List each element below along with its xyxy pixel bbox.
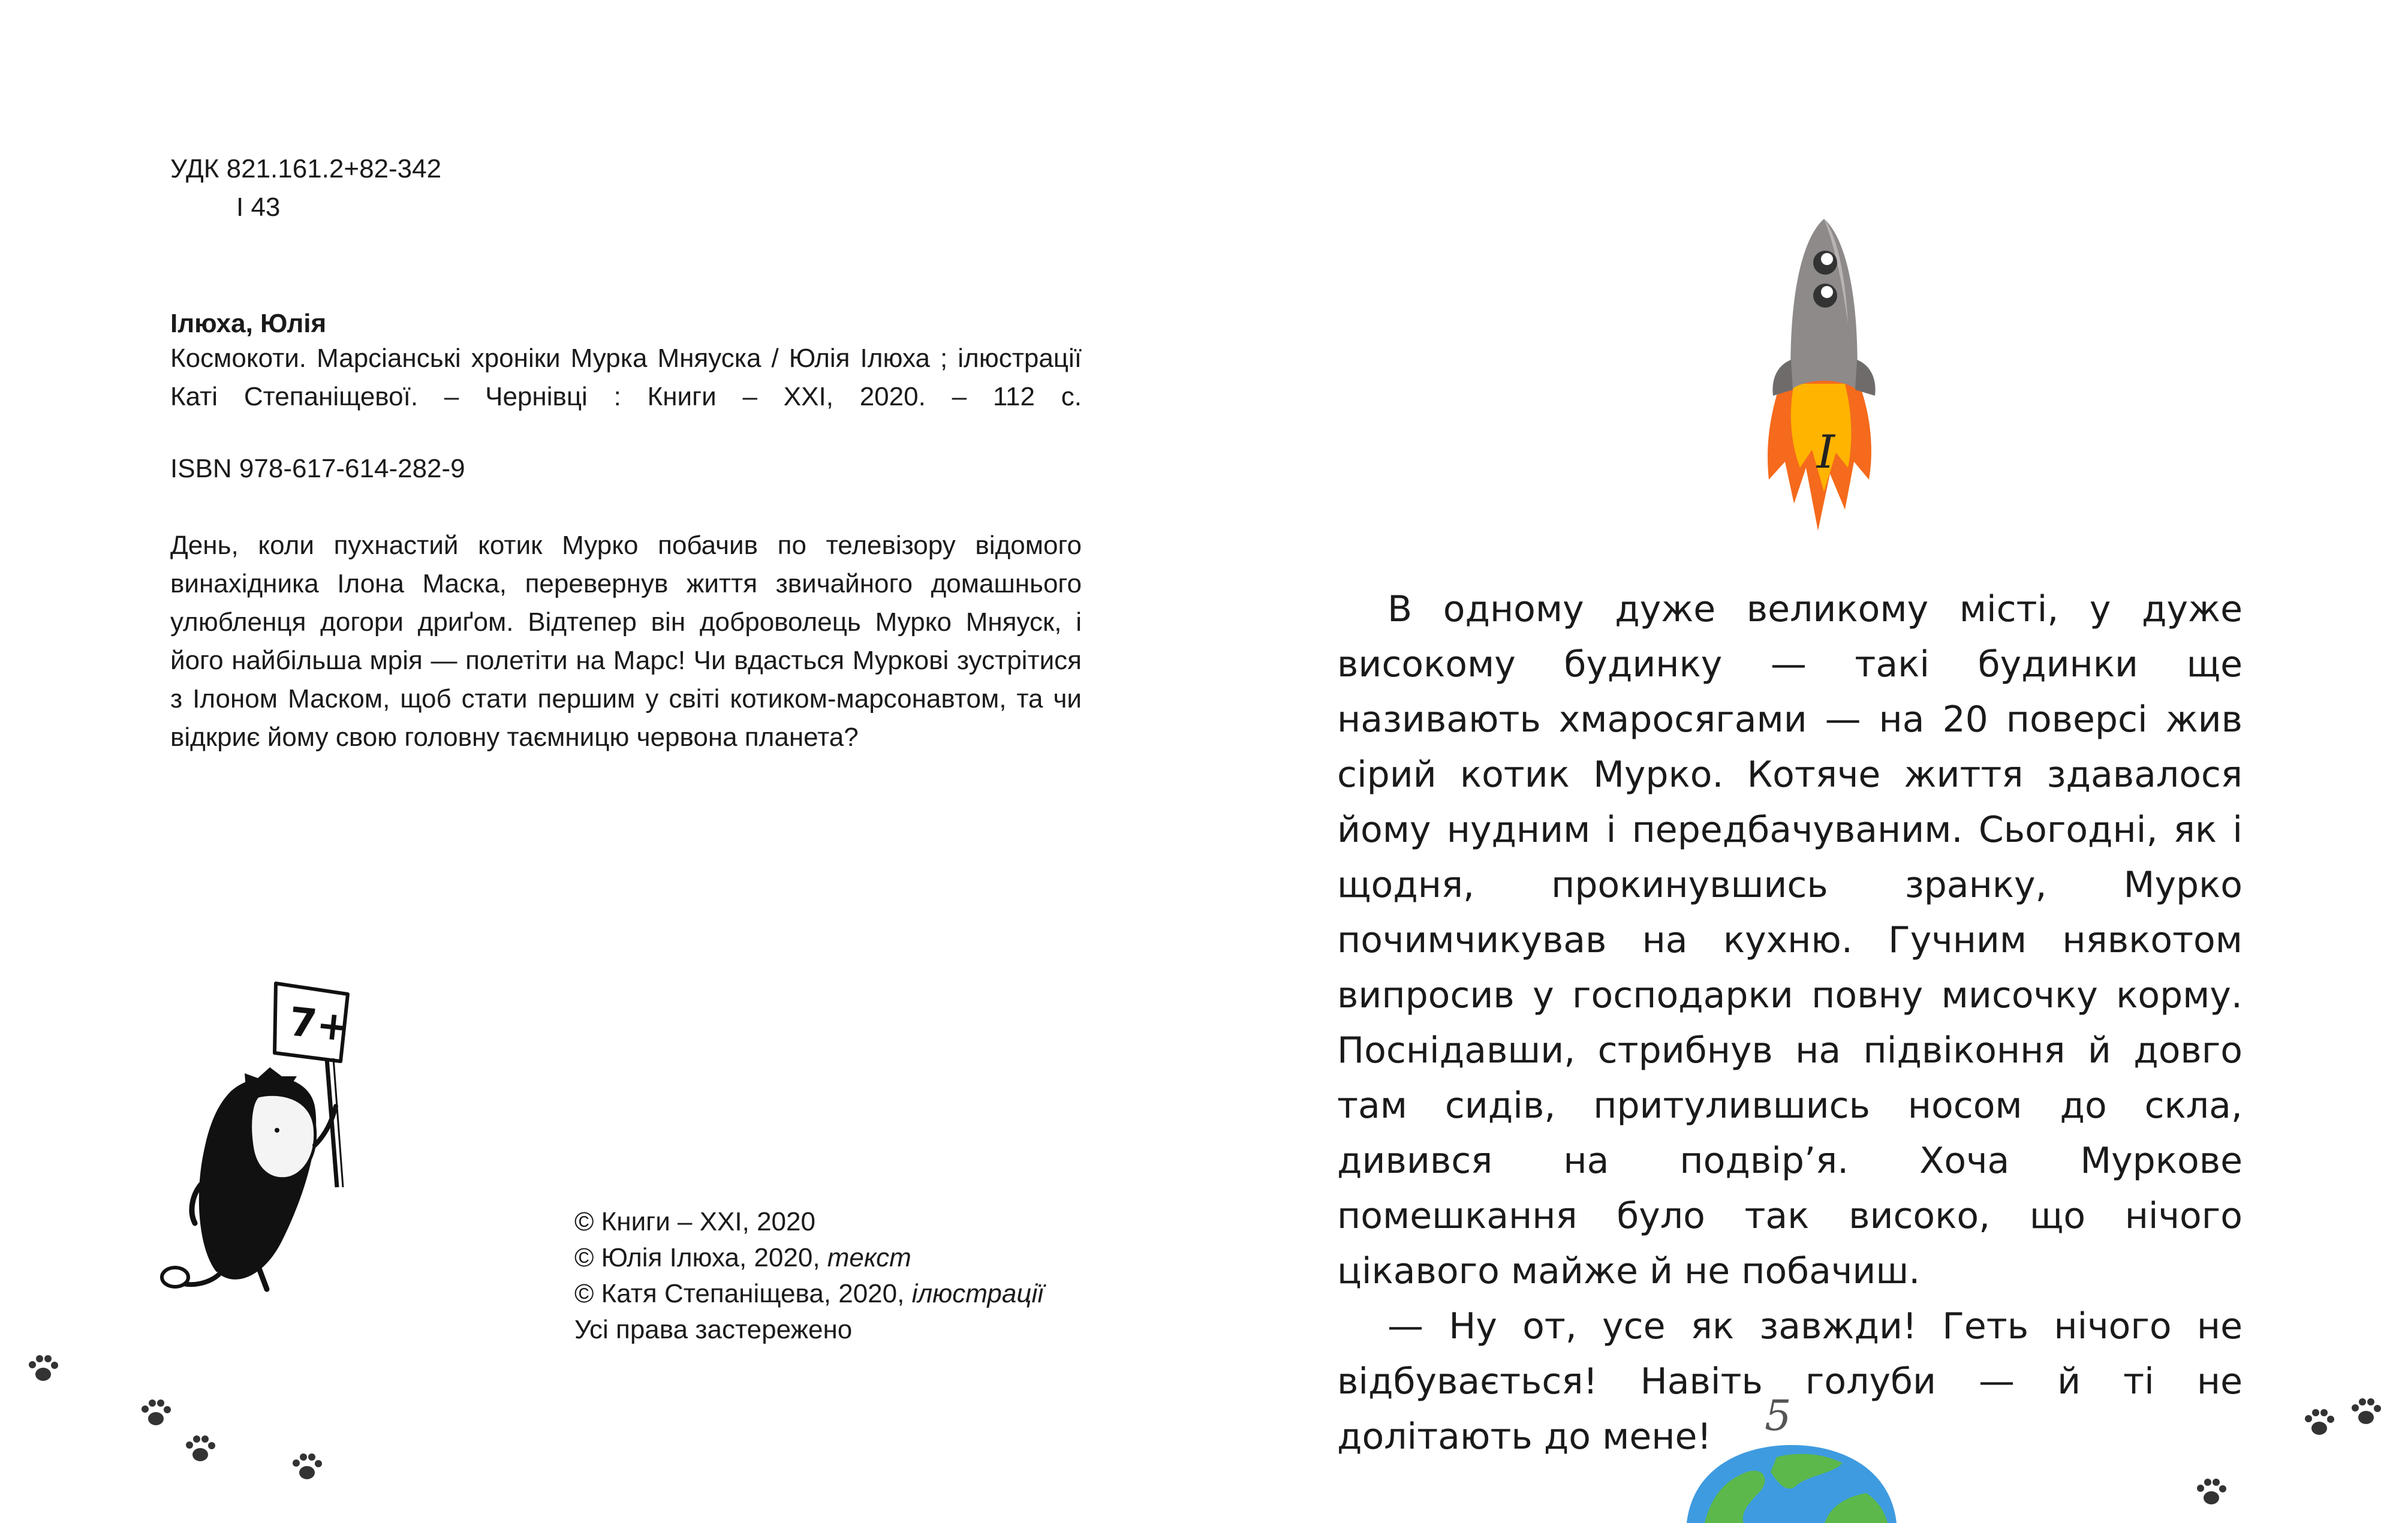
cat-icon (162, 1067, 336, 1289)
age-sign-text: 7+ (287, 998, 353, 1051)
page-number: 5 (1765, 1391, 1792, 1440)
paw-print-icon (2302, 1408, 2336, 1439)
paw-print-icon (290, 1452, 324, 1483)
copyright-illustrator: © Катя Степаніщева, 2020, ілюстрації (574, 1279, 1044, 1308)
copyright-illustrator-role: ілюстрації (911, 1279, 1044, 1308)
bibliographic-record: Космокоти. Марсіанські хроніки Мурка Мняуска / Юлія Ілюха ; ілюстрації Каті Степаніщевої. – Чернівці : Книги – XXI, 2020. – 112 с. (170, 344, 1082, 411)
copyright-author: © Юлія Ілюха, 2020, текст (574, 1243, 911, 1272)
copyright-author-role: текст (827, 1243, 911, 1272)
earth-icon (1687, 1445, 1897, 1523)
right-page (1204, 0, 2408, 1523)
copyright-block (574, 1204, 1043, 1348)
story-paragraph: — Ну от, усе як завжди! Геть нічого не відбувається! Навіть голуби — й ті не долітають до мене! (1337, 1305, 2243, 1458)
paw-print-icon (2349, 1397, 2383, 1428)
paw-print-icon (183, 1434, 217, 1465)
paw-print-icon (2195, 1477, 2228, 1509)
annotation: День, коли пухнастий котик Мурко побачив по телевізору відомого винахідника Ілона Маска, перевернув життя звичайного домашнього улюбленця догори дриґом. Відтепер він доброволець Мурко Мняуск, і його найбільша мрія — полетіти на Марс! Чи вдасться Муркові зустрітися з Ілоном Маском, щоб стати першим у світі котиком-марсонавтом, та чи відкриє йому свою головну таємницю червона планета? (170, 531, 1082, 752)
chapter-number: I (1817, 425, 1835, 478)
paw-print-icon (26, 1354, 60, 1385)
paw-print-icon (139, 1398, 173, 1429)
author-mark: І 43 (236, 192, 281, 222)
rocket-icon (1758, 216, 1890, 540)
story-paragraph: В одному дуже великому місті, у дуже високому будинку — такі будинки ще називають хмаросягами — на 20 поверсі жив сірий котик Мурко. Котяче життя здавалося йому нудним і передбачуваним. Сьогодні, як і щодня, прокинувшись зранку, Мурко почимчикував на кухню. Гучним нявкотом випросив у господарки повну мисочку корму. Поснідавши, стрибнув на підвіконня й довго там сидів, притулившись носом до скла, дивився на подвір’я. Хоча Муркове помешкання було так високо, що нічого цікавого майже й не побачиш. (1337, 588, 2243, 1292)
copyright-publisher: © Книги – XXI, 2020 (574, 1207, 815, 1236)
cat-illustration (168, 977, 384, 1313)
story-text (1337, 582, 2243, 1464)
copyright-rights: Усі права застережено (574, 1315, 853, 1344)
author-name: Ілюха, Юлія (170, 309, 327, 338)
udk-block (170, 150, 1082, 227)
udk-code: УДК 821.161.2+82-342 (170, 154, 442, 183)
isbn: ISBN 978-617-614-282-9 (170, 454, 465, 483)
